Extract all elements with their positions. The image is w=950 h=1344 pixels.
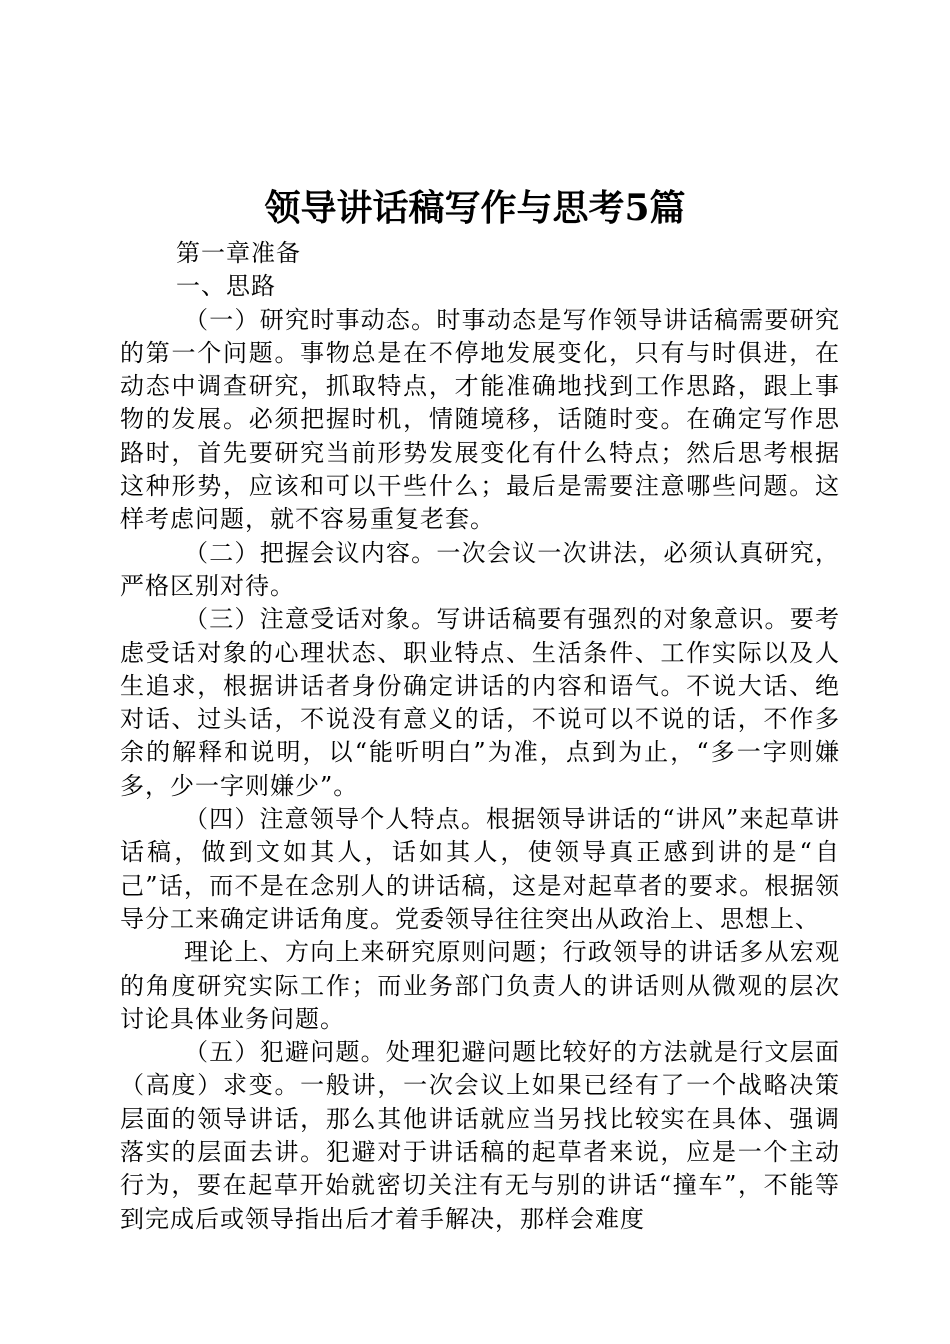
chapter-heading: 第一章准备 bbox=[176, 239, 301, 267]
section-heading: 一、思路 bbox=[176, 272, 276, 301]
paragraph: （三）注意受话对象。写讲话稿要有强烈的对象意识。要考虑受话对象的心理状态、职业特点、生活条件、工作实际以及人生追求，根据讲话者身份确定讲话的内容和语气。不说大话、绝对话、过头话，不说没有意义的话，不说可以不说的话，不作多余的解释和说明，以“能听明白”为准，点到为止，“多一字则嫌多，少一字则嫌少”。 bbox=[120, 605, 840, 800]
document-title: 领导讲话稿写作与思考5篇 bbox=[264, 187, 686, 229]
paragraph: （二）把握会议内容。一次会议一次讲法，必须认真研究，严格区别对待。 bbox=[120, 538, 840, 600]
paragraph: 理论上、方向上来研究原则问题；行政领导的讲话多从宏观的角度研究实际工作；而业务部门负责人的讲话则从微观的层次讨论具体业务问题。 bbox=[120, 938, 840, 1033]
paragraph: （四）注意领导个人特点。根据领导讲话的“讲风”来起草讲话稿，做到文如其人，话如其人，使领导真正感到讲的是“自己”话，而不是在念别人的讲话稿，这是对起草者的要求。根据领导分工来确定讲话角度。党委领导往往突出从政治上、思想上、 bbox=[120, 805, 840, 933]
document-body bbox=[120, 237, 840, 1236]
paragraph: （一）研究时事动态。时事动态是写作领导讲话稿需要研究的第一个问题。事物总是在不停地发展变化，只有与时俱进，在动态中调查研究，抓取特点，才能准确地找到工作思路，跟上事物的发展。必须把握时机，情随境移，话随时变。在确定写作思路时，首先要研究当前形势发展变化有什么特点；然后思考根据这种形势，应该和可以干些什么；最后是需要注意哪些问题。这样考虑问题，就不容易重复老套。 bbox=[120, 305, 840, 534]
paragraph: （五）犯避问题。处理犯避问题比较好的方法就是行文层面（高度）求变。一般讲，一次会议上如果已经有了一个战略决策层面的领导讲话，那么其他讲话就应当另找比较实在具体、强调落实的层面去讲。犯避对于讲话稿的起草者来说，应是一个主动行为，要在起草开始就密切关注有无与别的讲话“撞车”，不能等到完成后或领导指出后才着手解决，那样会难度 bbox=[120, 1038, 840, 1233]
